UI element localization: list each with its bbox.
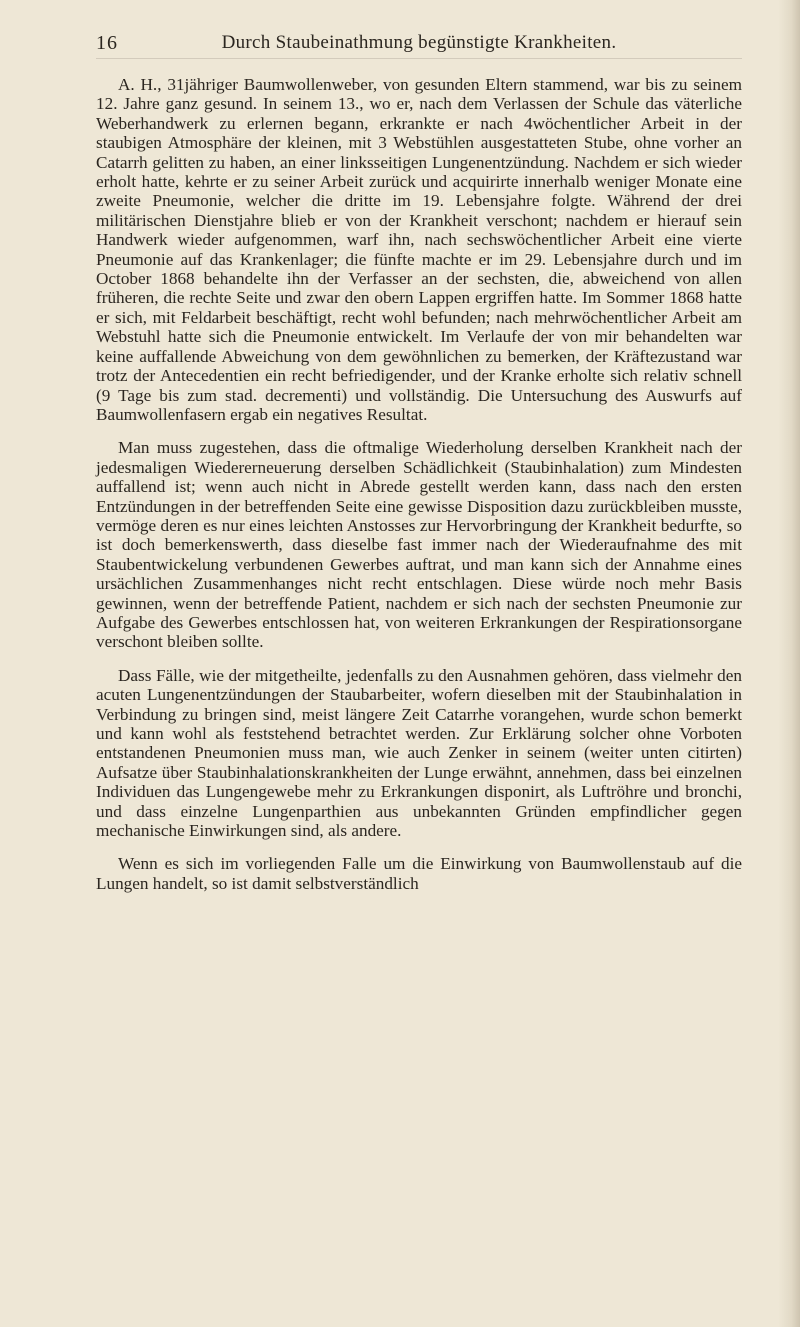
paragraph-case-report: A. H., 31jähriger Baumwollenweber, von gesunden Eltern stammend, war bis zu seinem 12. Jahre ganz gesund. In seinem 13., wo er, nach dem Verlassen der Schule das väterliche Weberhandwerk zu erlernen begann, erkrankte er nach 4wöchentlicher Arbeit in der staubigen Atmosphäre der kleinen, mit 3 Webstühlen ausgestatteten Stube, ohne vorher an Catarrh gelitten zu haben, an einer linksseitigen Lungenentzündung. Nachdem er sich wieder erholt hatte, kehrte er zu seiner Arbeit zurück und acquirirte innerhalb weniger Monate eine zweite Pneumonie, welcher die dritte im 19. Lebensjahre folgte. Während der drei militärischen Dienstjahre blieb er von der Krankheit verschont; nachdem er hierauf sein Handwerk wieder aufgenommen, warf ihn, nach sechswöchentlicher Arbeit eine vierte Pneumonie auf das Krankenlager; die fünfte machte er im 29. Lebensjahre durch und im October 1868 behandelte ihn der Verfasser an der sechsten, die, abweichend von allen früheren, die rechte Seite und zwar den obern Lappen ergriffen hatte. Im Sommer 1868 hatte er sich, mit Feldarbeit beschäftigt, recht wohl befunden; nach mehrwöchentlicher Arbeit am Webstuhl hatte sich die Pneumonie entwickelt. Im Verlaufe der von mir behandelten war keine auffallende Abweichung von dem gewöhnlichen zu bemerken, der Kräftezustand war trotz der Antecedentien ein recht befriedigender, und der Kranke erholte sich relativ schnell (9 Tage bis zum stad. decrementi) und vollständig. Die Untersuchung des Auswurfs auf Baumwollenfasern ergab ein negatives Resultat. <box>96 75 742 424</box>
page-header <box>96 28 742 59</box>
page-number: 16 <box>96 32 118 54</box>
paragraph-explanation: Dass Fälle, wie der mitgetheilte, jedenfalls zu den Ausnahmen gehören, dass vielmehr den acuten Lungenentzündungen der Staubarbeiter, wofern dieselben mit der Staubinhalation in Verbindung zu bringen sind, meist längere Zeit Catarrhe vorangehen, wurde schon bemerkt und kann wohl als feststehend betrachtet werden. Zur Erklärung solcher ohne Vorboten entstandenen Pneumonien muss man, wie auch Zenker in seinem (weiter unten citirten) Aufsatze über Staubinhalationskrankheiten der Lunge erwähnt, annehmen, dass bei einzelnen Individuen das Lungengewebe mehr zu Erkrankungen disponirt, als Luftröhre und bronchi, und dass einzelne Lungenparthien aus unbekannten Gründen empfindlicher gegen mechanische Einwirkungen sind, als andere. <box>96 665 742 841</box>
body-text <box>96 75 742 893</box>
paragraph-continuation: Wenn es sich im vorliegenden Falle um die Einwirkung von Baumwollenstaub auf die Lungen handelt, so ist damit selbstverständlich <box>96 854 742 893</box>
page-edge-shadow <box>778 0 800 1327</box>
running-head: Durch Staubeinathmung begünstigte Krankheiten. <box>221 32 617 53</box>
paragraph-discussion: Man muss zugestehen, dass die oftmalige Wiederholung derselben Krankheit nach der jedesmaligen Wiedererneuerung derselben Schädlichkeit (Staubinhalation) zum Mindesten auffallend ist; wenn auch nicht in Abrede gestellt werden kann, dass nach den ersten Entzündungen in der betreffenden Seite eine gewisse Disposition dazu zurückbleiben musste, vermöge deren es nur eines leichten Anstosses zur Hervorbringung der Krankheit bedurfte, so ist doch bemerkenswerth, dass dieselbe fast immer nach der Wiederaufnahme des mit Staubentwickelung verbundenen Gewerbes auftrat, und man kann sich der Annahme eines ursächlichen Zusammenhanges nicht recht entschlagen. Diese würde noch mehr Basis gewinnen, wenn der betreffende Patient, nachdem er sich nach der sechsten Pneumonie zur Aufgabe des Gewerbes entschlossen hat, von weiteren Erkrankungen der Respirationsorgane verschont bleiben sollte. <box>96 438 742 652</box>
